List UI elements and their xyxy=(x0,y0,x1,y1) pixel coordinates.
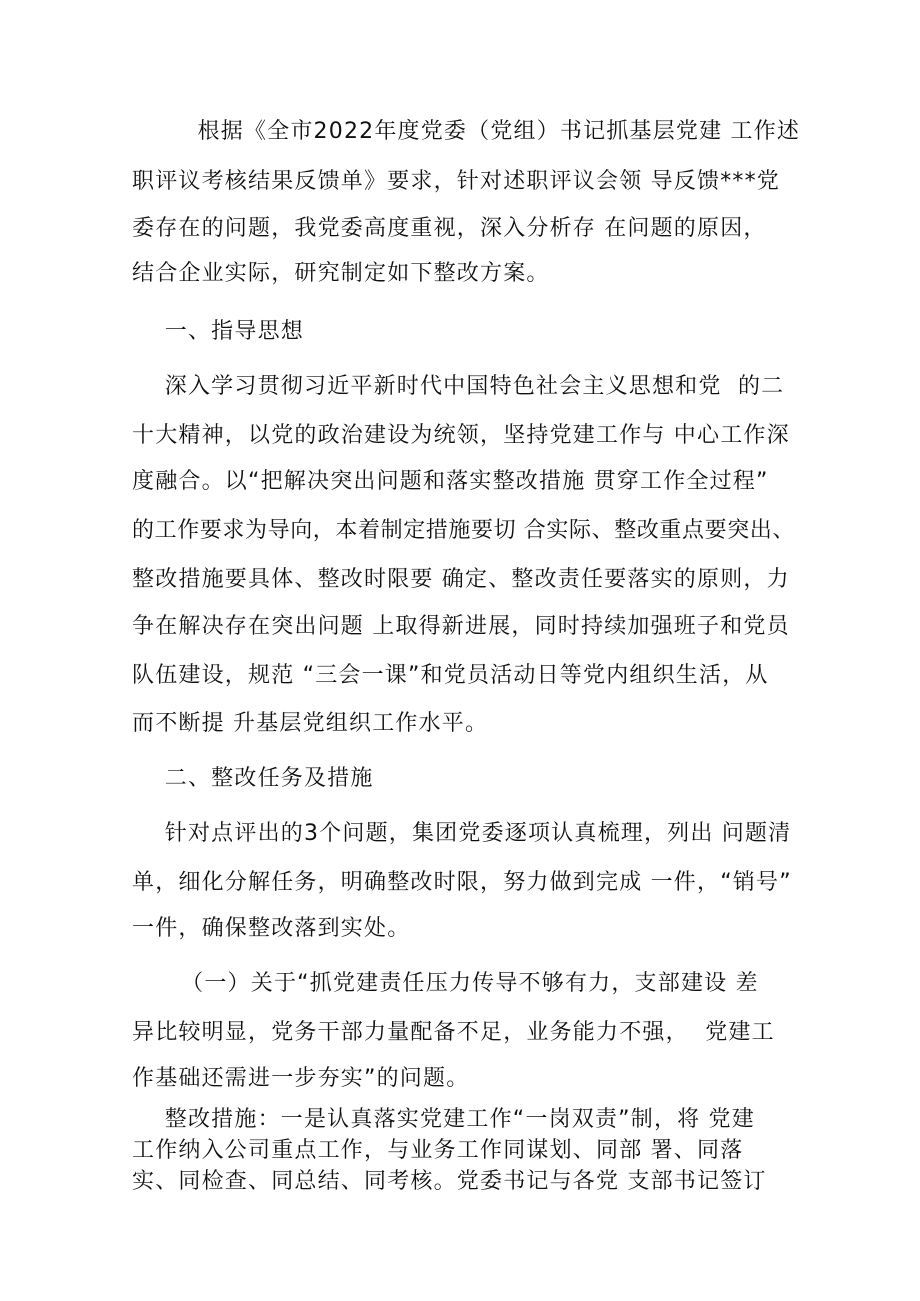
text-line: （一）关于“抓党建责任压力传导不够有力，支部建设 差 xyxy=(132,971,759,996)
text-line: 十大精神，以党的政治建设为统领，坚持党建工作与 中心工作深 xyxy=(132,423,790,448)
text-line: 队伍建设，规范 “三会一课”和党员活动日等党内组织生活，从 xyxy=(132,663,769,688)
text-line: 结合企业实际，研究制定如下整改方案。 xyxy=(132,261,550,286)
text-line: 深入学习贯彻习近平新时代中国特色社会主义思想和党 的二 xyxy=(132,374,785,399)
text-line: 工作纳入公司重点工作，与业务工作同谋划、同部 署、同落 xyxy=(132,1138,744,1163)
text-line: 的工作要求为导向，本着制定措施要切 合实际、整改重点要突出、 xyxy=(132,518,795,543)
text-line: 争在解决存在突出问题 上取得新进展，同时持续加强班子和党员 xyxy=(132,614,790,639)
text-line: 度融合。以“把解决突出问题和落实整改措施 贯穿工作全过程” xyxy=(132,469,769,494)
text-line: 根据《全市2022年度党委（党组）书记抓基层党建 工作述 xyxy=(132,119,801,144)
text-line: 一件，确保整改落到实处。 xyxy=(132,916,411,941)
text-line: 委存在的问题，我党委高度重视，深入分析存 在问题的原因， xyxy=(132,216,767,241)
text-line: 整改措施要具体、整改时限要 确定、整改责任要落实的原则，力 xyxy=(132,567,790,592)
text-line: 针对点评出的3个问题，集团党委逐项认真梳理，列出 问题清 xyxy=(132,821,792,846)
text-line: 职评议考核结果反馈单》要求，针对述职评议会领 导反馈***党 xyxy=(132,169,780,194)
text-line: 单，细化分解任务，明确整改时限，努力做到完成 一件，“销号” xyxy=(132,870,792,895)
section-heading-tasks: 二、整改任务及措施 xyxy=(132,766,374,791)
text-line: 作基础还需进一步夯实”的问题。 xyxy=(132,1066,470,1091)
text-line: 而不断提 升基层党组织工作水平。 xyxy=(132,711,489,736)
section-heading-guiding-thought: 一、指导思想 xyxy=(132,319,304,344)
text-line: 实、同检查、同总结、同考核。党委书记与各党 支部书记签订 xyxy=(132,1169,767,1194)
text-line: 异比较明显，党务干部力量配备不足，业务能力不强， 党建工 xyxy=(132,1020,775,1045)
text-line: 整改措施：一是认真落实党建工作“一岗双责”制，将 党建 xyxy=(132,1107,755,1132)
